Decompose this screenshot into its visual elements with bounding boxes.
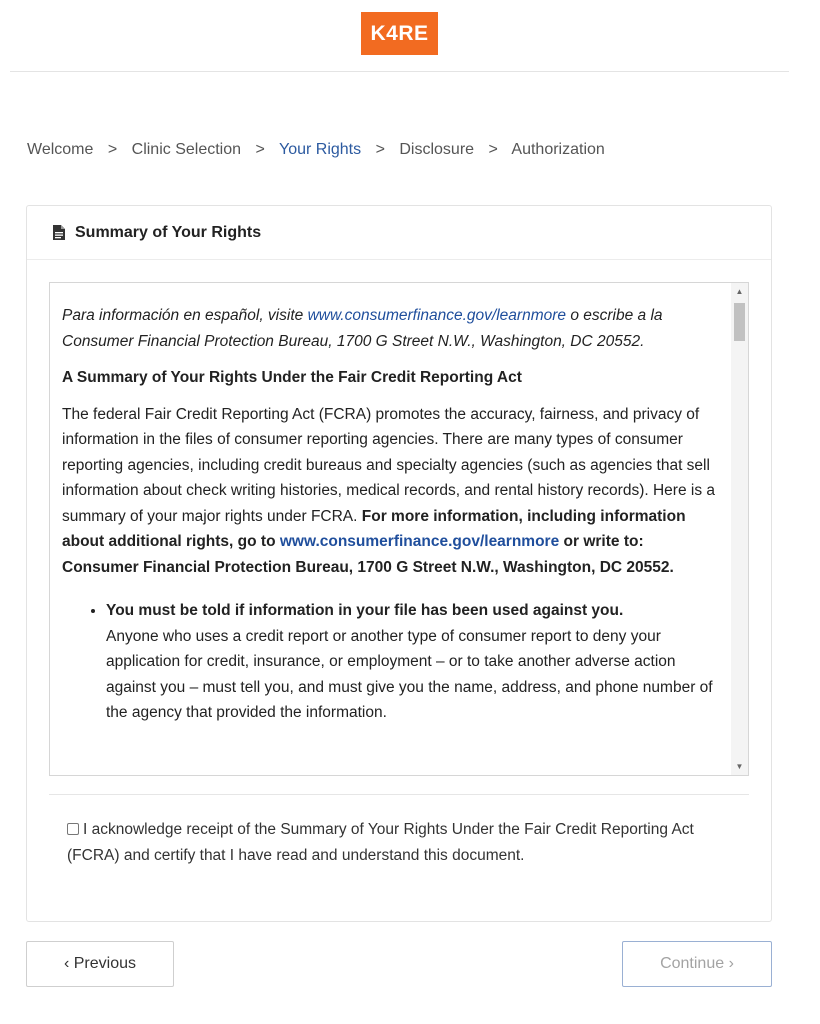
k4re-logo: K4RE — [361, 12, 438, 55]
right-title: You must be told if information in your file has been used against you. — [106, 602, 624, 619]
intro-paragraph — [62, 402, 722, 581]
spanish-note — [62, 303, 722, 354]
acknowledgement-label[interactable] — [67, 817, 727, 868]
rights-document — [62, 303, 722, 726]
summary-panel — [26, 205, 772, 922]
list-item — [106, 598, 722, 726]
acknowledgement-checkbox[interactable] — [67, 823, 79, 835]
breadcrumb-clinic-selection[interactable]: Clinic Selection — [131, 141, 242, 158]
breadcrumb-separator: > — [255, 141, 265, 158]
document-heading: A Summary of Your Rights Under the Fair Credit Reporting Act — [62, 369, 522, 386]
vertical-scrollbar[interactable] — [731, 283, 748, 775]
panel-title: Summary of Your Rights — [75, 223, 262, 241]
breadcrumb — [27, 141, 605, 159]
breadcrumb-separator: > — [107, 141, 118, 158]
scroll-up-icon[interactable]: ▲ — [735, 287, 744, 296]
right-body: Anyone who uses a credit report or another type of consumer report to deny your application for credit, insurance, or employment – or to take another adverse action against you – must tell you, and must give you the name, address, and phone number of the agency that provided the information. — [106, 627, 713, 721]
scroll-down-icon[interactable]: ▼ — [735, 762, 744, 771]
breadcrumb-separator: > — [488, 141, 498, 158]
previous-button[interactable]: ‹ Previous — [26, 941, 174, 987]
breadcrumb-disclosure[interactable]: Disclosure — [399, 141, 475, 158]
intro-bold-suffix: or write to: Consumer Financial Protection Bureau, 1700 G Street N.W., Washington, DC 20552. — [62, 533, 674, 576]
rights-scroll-area[interactable] — [49, 282, 749, 776]
panel-header — [27, 206, 771, 260]
breadcrumb-separator: > — [375, 141, 385, 158]
consumerfinance-link[interactable]: www.consumerfinance.gov/learnmore — [279, 533, 560, 550]
intro-text: The federal Fair Credit Reporting Act (FCRA) promotes the accuracy, fairness, and privacy of information in the files of consumer reporting agencies. There are many types of consumer reporting agencies, including credit bureaus and specialty agencies (such as agencies that sell information about check writing histories, medical records, and rental history records). Here is a summary of your major rights under FCRA. — [62, 405, 715, 525]
scroll-thumb[interactable] — [734, 303, 745, 341]
breadcrumb-your-rights[interactable]: Your Rights — [278, 141, 362, 158]
consumerfinance-link-es[interactable]: www.consumerfinance.gov/learnmore — [307, 307, 567, 324]
panel-divider — [49, 794, 749, 795]
breadcrumb-authorization[interactable]: Authorization — [511, 141, 605, 158]
rights-list — [62, 598, 722, 726]
acknowledgement-text: I acknowledge receipt of the Summary of Your Rights Under the Fair Credit Reporting Act (FCRA) and certify that I have read and understand this document. — [67, 821, 694, 864]
intro-bold-prefix: For more information, including information about additional rights, go to — [62, 507, 686, 550]
document-icon — [53, 225, 65, 240]
spanish-note-suffix: o escribe a la Consumer Financial Protection Bureau, 1700 G Street N.W., Washington, DC 20552. — [62, 307, 663, 350]
breadcrumb-welcome[interactable]: Welcome — [27, 141, 94, 158]
header-divider — [10, 71, 789, 72]
continue-button[interactable]: Continue › — [622, 941, 772, 987]
spanish-note-prefix: Para información en español, visite — [62, 307, 308, 324]
